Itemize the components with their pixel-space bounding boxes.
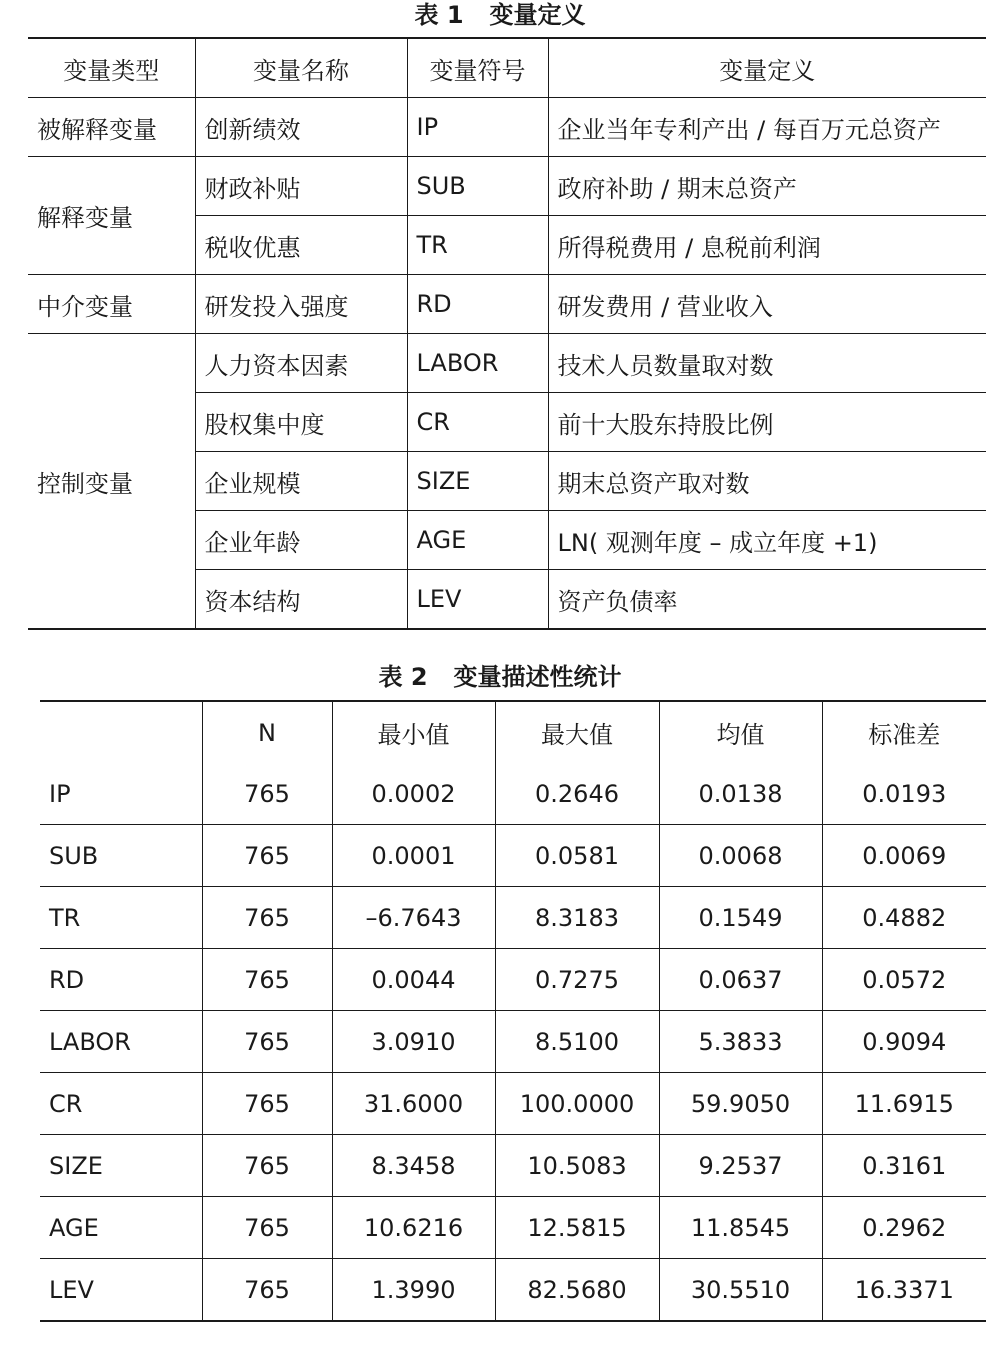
table1-header-row [28,38,986,98]
variable-symbol-cell: AGE [407,511,548,570]
table1-caption-number: 表 1 [414,1,464,29]
statistic-cell: 30.5510 [659,1259,822,1322]
variable-label-cell: RD [40,949,202,1011]
statistic-cell: 765 [202,949,332,1011]
table2-caption-title: 变量描述性统计 [453,663,622,691]
statistic-cell: 82.5680 [495,1259,659,1322]
statistic-cell: 0.1549 [659,887,822,949]
variable-label-cell: TR [40,887,202,949]
statistic-cell: 0.0069 [822,825,986,887]
statistic-cell: 0.0068 [659,825,822,887]
table1-header-cell: 变量定义 [548,38,986,98]
statistic-cell: 8.5100 [495,1011,659,1073]
statistic-cell: 0.7275 [495,949,659,1011]
statistic-cell: 765 [202,1135,332,1197]
variable-definition-cell: 所得税费用 / 息税前利润 [548,216,986,275]
statistic-cell: 765 [202,825,332,887]
statistic-cell: 0.0637 [659,949,822,1011]
statistic-cell: 12.5815 [495,1197,659,1259]
statistic-cell: 0.0193 [822,763,986,825]
variable-label-cell: IP [40,763,202,825]
variable-definition-cell: 前十大股东持股比例 [548,393,986,452]
variable-name-cell: 资本结构 [195,570,407,630]
table2-header-cell: N [202,701,332,763]
table2-row [40,763,986,825]
statistic-cell: 0.9094 [822,1011,986,1073]
variable-name-cell: 财政补贴 [195,157,407,216]
variable-definition-cell: LN( 观测年度 – 成立年度 +1) [548,511,986,570]
table1-row [28,98,986,157]
statistic-cell: 0.0001 [332,825,495,887]
statistic-cell: 16.3371 [822,1259,986,1322]
variable-type-cell: 解释变量 [28,157,195,275]
table2-row [40,1197,986,1259]
variable-name-cell: 企业规模 [195,452,407,511]
variable-label-cell: SIZE [40,1135,202,1197]
statistic-cell: 0.0002 [332,763,495,825]
variable-symbol-cell: CR [407,393,548,452]
table1-row [28,157,986,216]
statistic-cell: 0.0581 [495,825,659,887]
statistic-cell: 11.8545 [659,1197,822,1259]
variable-symbol-cell: TR [407,216,548,275]
variable-definition-cell: 期末总资产取对数 [548,452,986,511]
statistic-cell: 8.3183 [495,887,659,949]
statistic-cell: 0.4882 [822,887,986,949]
statistic-cell: 0.2646 [495,763,659,825]
variable-symbol-cell: LEV [407,570,548,630]
variable-definition-cell: 技术人员数量取对数 [548,334,986,393]
table2-header-row [40,701,986,763]
table2-row [40,1259,986,1322]
variable-definition-cell: 企业当年专利产出 / 每百万元总资产 [548,98,986,157]
table2-row [40,949,986,1011]
statistic-cell: 0.3161 [822,1135,986,1197]
statistic-cell: 59.9050 [659,1073,822,1135]
statistic-cell: –6.7643 [332,887,495,949]
table1-header-cell: 变量类型 [28,38,195,98]
variable-type-cell: 控制变量 [28,334,195,630]
table2-header-cell: 最大值 [495,701,659,763]
statistic-cell: 9.2537 [659,1135,822,1197]
variable-definition-table [28,37,986,630]
statistic-cell: 11.6915 [822,1073,986,1135]
table1-header-cell: 变量符号 [407,38,548,98]
table2-row [40,825,986,887]
table2-row [40,1135,986,1197]
variable-name-cell: 企业年龄 [195,511,407,570]
variable-symbol-cell: SUB [407,157,548,216]
statistic-cell: 10.6216 [332,1197,495,1259]
table2-header-cell: 均值 [659,701,822,763]
statistic-cell: 765 [202,1011,332,1073]
variable-symbol-cell: SIZE [407,452,548,511]
table2-row [40,1011,986,1073]
variable-label-cell: LABOR [40,1011,202,1073]
variable-label-cell: AGE [40,1197,202,1259]
statistic-cell: 0.0138 [659,763,822,825]
statistic-cell: 765 [202,1197,332,1259]
statistic-cell: 0.0044 [332,949,495,1011]
table2-row [40,887,986,949]
statistic-cell: 1.3990 [332,1259,495,1322]
statistic-cell: 765 [202,763,332,825]
statistic-cell: 31.6000 [332,1073,495,1135]
variable-type-cell: 中介变量 [28,275,195,334]
variable-definition-cell: 政府补助 / 期末总资产 [548,157,986,216]
table1-header-cell: 变量名称 [195,38,407,98]
variable-name-cell: 股权集中度 [195,393,407,452]
variable-symbol-cell: RD [407,275,548,334]
variable-symbol-cell: IP [407,98,548,157]
variable-symbol-cell: LABOR [407,334,548,393]
variable-name-cell: 税收优惠 [195,216,407,275]
table1-row [28,334,986,393]
variable-definition-cell: 研发费用 / 营业收入 [548,275,986,334]
variable-label-cell: SUB [40,825,202,887]
variable-definition-cell: 资产负债率 [548,570,986,630]
table1-row [28,275,986,334]
table1-caption-title: 变量定义 [489,1,586,29]
table2-caption-number: 表 2 [378,663,428,691]
variable-name-cell: 人力资本因素 [195,334,407,393]
table2-header-cell: 标准差 [822,701,986,763]
variable-label-cell: LEV [40,1259,202,1322]
statistic-cell: 765 [202,1073,332,1135]
statistic-cell: 0.2962 [822,1197,986,1259]
variable-type-cell: 被解释变量 [28,98,195,157]
variable-name-cell: 创新绩效 [195,98,407,157]
variable-name-cell: 研发投入强度 [195,275,407,334]
descriptive-statistics-table [40,700,986,1322]
statistic-cell: 765 [202,887,332,949]
statistic-cell: 765 [202,1259,332,1322]
statistic-cell: 5.3833 [659,1011,822,1073]
table2-caption [0,662,1000,692]
statistic-cell: 10.5083 [495,1135,659,1197]
table2-corner-cell [40,701,202,763]
statistic-cell: 8.3458 [332,1135,495,1197]
statistic-cell: 100.0000 [495,1073,659,1135]
table2-header-cell: 最小值 [332,701,495,763]
table1-caption [0,0,1000,30]
statistic-cell: 0.0572 [822,949,986,1011]
variable-label-cell: CR [40,1073,202,1135]
statistic-cell: 3.0910 [332,1011,495,1073]
table2-row [40,1073,986,1135]
